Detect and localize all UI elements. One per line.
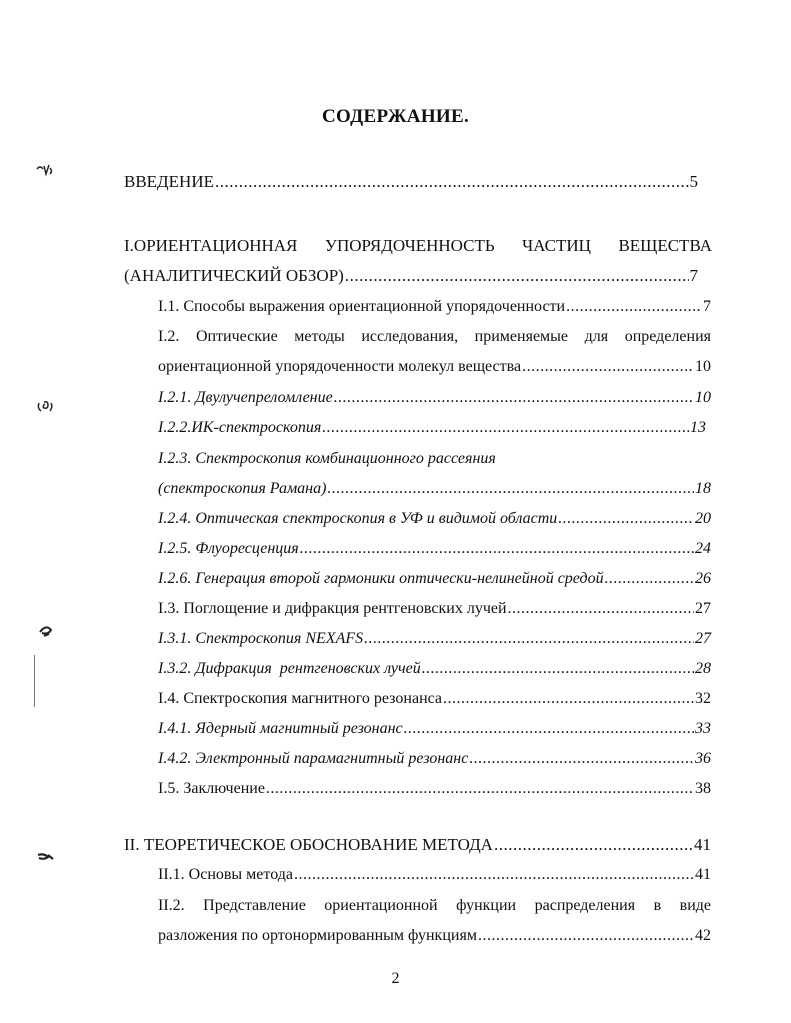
dot-leader <box>322 418 689 438</box>
toc-page: 42 <box>695 927 711 944</box>
toc-entry-chapter1: (АНАЛИТИЧЕСКИЙ ОБЗОР) ..... 7 <box>124 266 698 286</box>
dot-leader <box>294 865 694 885</box>
dot-leader <box>566 297 702 317</box>
dot-leader <box>215 172 689 192</box>
toc-page: 32 <box>695 690 711 707</box>
dot-leader <box>364 629 694 649</box>
dot-leader <box>494 835 693 855</box>
toc-entry-1-2-3: (спектроскопия Рамана) ..... 18 <box>158 479 711 499</box>
toc-page: 38 <box>695 780 711 797</box>
toc-page: 10 <box>695 389 711 406</box>
toc-entry-1-2-2: I.2.2.ИК-спектроскопия ..... 13 <box>158 418 706 438</box>
dot-leader <box>334 388 694 408</box>
toc-page: 33 <box>695 720 711 737</box>
margin-rule <box>34 655 35 707</box>
dot-leader <box>443 689 694 709</box>
toc-entry-1-4-2: I.4.2. Электронный парамагнитный резонанс ..... 36 <box>158 749 711 769</box>
toc-entry-chapter2: II. ТЕОРЕТИЧЕСКОЕ ОБОСНОВАНИЕ МЕТОДА ..... 41 <box>124 835 711 855</box>
toc-entry-intro: ВВЕДЕНИЕ ..... 5 <box>124 172 698 192</box>
toc-page: 20 <box>695 510 711 527</box>
dot-leader <box>404 719 694 739</box>
toc-entry-chapter1-line1: I.ОРИЕНТАЦИОННАЯ УПОРЯДОЧЕННОСТЬ ЧАСТИЦ ВЕЩЕСТВА <box>124 236 712 255</box>
toc-entry-1-2-4: I.2.4. Оптическая спектроскопия в УФ и видимой области ..... 20 <box>158 509 711 529</box>
toc-entry-1-3: I.3. Поглощение и дифракция рентгеновских лучей ..... 27 <box>158 599 711 619</box>
toc-entry-1-2-1: I.2.1. Двулучепреломление ..... 10 <box>158 388 711 408</box>
toc-page: 28 <box>695 660 711 677</box>
toc-page: 7 <box>703 298 711 315</box>
toc-page: 27 <box>695 600 711 617</box>
dot-leader <box>558 509 694 529</box>
toc-entry-2-1: II.1. Основы метода ..... 41 <box>158 865 711 885</box>
toc-entry-1-2-3-line1: I.2.3. Спектроскопия комбинационного рассеяния <box>158 450 496 467</box>
dot-leader <box>605 569 694 589</box>
toc-entry-2-2: разложения по ортонормированным функциям ..... 42 <box>158 926 711 946</box>
toc-page: 18 <box>695 480 711 497</box>
dot-leader <box>508 599 694 619</box>
page-title: СОДЕРЖАНИЕ. <box>321 106 470 127</box>
toc-page: 26 <box>695 570 711 587</box>
toc-page: 7 <box>689 266 698 285</box>
dot-leader <box>469 749 694 769</box>
toc-entry-1-3-1: I.3.1. Спектроскопия NEXAFS ..... 27 <box>158 629 711 649</box>
toc-page: 41 <box>694 835 711 854</box>
page-number: 2 <box>391 970 400 987</box>
toc-entry-1-4: I.4. Спектроскопия магнитного резонанса ..... 32 <box>158 689 711 709</box>
toc-page: 27 <box>695 630 711 647</box>
margin-scribble-icon <box>34 845 58 869</box>
toc-entry-2-2-line1: II.2. Представление ориентационной функции распределения в виде <box>158 897 711 914</box>
dot-leader <box>478 926 694 946</box>
toc-page: 5 <box>689 172 698 191</box>
toc-entry-1-1: I.1. Способы выражения ориентационной упорядоченности ..... 7 <box>158 297 711 317</box>
toc-entry-1-2: ориентационной упорядоченности молекул вещества ..... 10 <box>158 357 711 377</box>
toc-entry-1-2-5: I.2.5. Флуоресценция ..... 24 <box>158 539 711 559</box>
margin-scribble-icon <box>34 620 58 644</box>
dot-leader <box>345 266 689 286</box>
toc-page: 13 <box>690 419 706 436</box>
toc-entry-1-2-6: I.2.6. Генерация второй гармоники оптически-нелинейной средой ..... 26 <box>158 569 711 589</box>
dot-leader <box>300 539 694 559</box>
dot-leader <box>266 779 694 799</box>
toc-page: 36 <box>695 750 711 767</box>
toc-page: 10 <box>695 358 711 375</box>
dot-leader <box>327 479 694 499</box>
dot-leader <box>522 357 694 377</box>
toc-page: 41 <box>695 866 711 883</box>
margin-scribble-icon <box>34 395 58 419</box>
toc-entry-1-3-2: I.3.2. Дифракция рентгеновских лучей ..... 28 <box>158 659 711 679</box>
toc-entry-1-4-1: I.4.1. Ядерный магнитный резонанс ..... 33 <box>158 719 711 739</box>
dot-leader <box>422 659 694 679</box>
toc-entry-1-2-line1: I.2. Оптические методы исследования, применяемые для определения <box>158 328 711 345</box>
toc-page: 24 <box>695 540 711 557</box>
toc-entry-1-5: I.5. Заключение ..... 38 <box>158 779 711 799</box>
margin-scribble-icon <box>34 160 58 184</box>
